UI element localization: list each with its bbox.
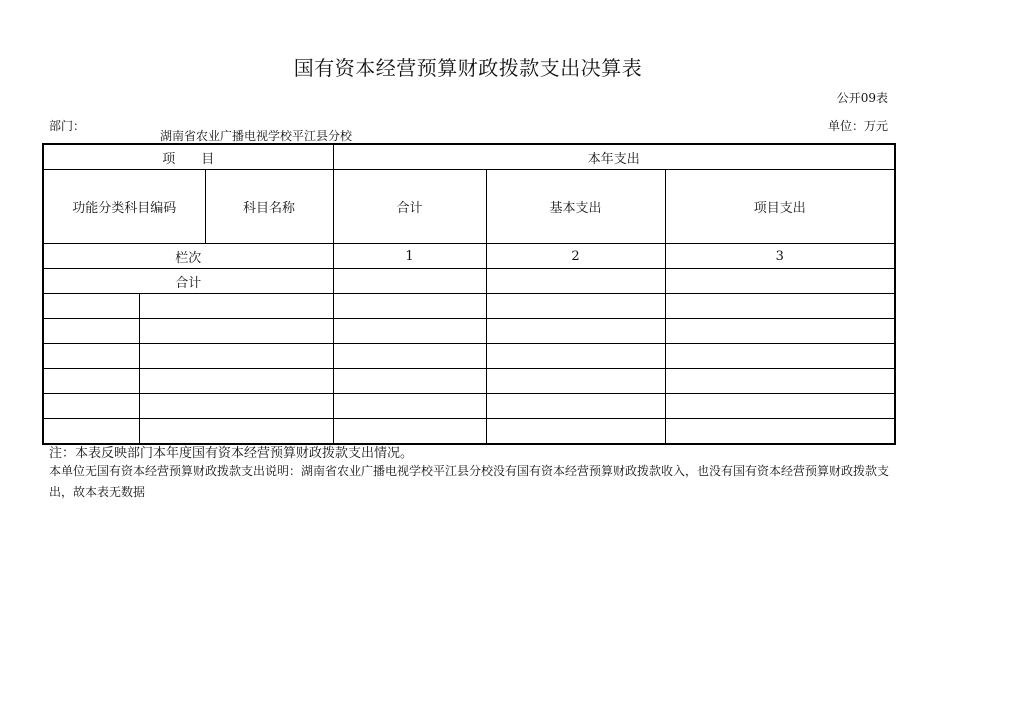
table-cell bbox=[139, 369, 333, 394]
page-title: 国有资本经营预算财政拨款支出决算表 bbox=[293, 56, 643, 80]
column-index: 2 bbox=[486, 244, 665, 269]
total-header: 合计 bbox=[333, 170, 486, 244]
table-header-row bbox=[43, 144, 895, 170]
basic-expenditure-header: 基本支出 bbox=[486, 170, 665, 244]
table-cell bbox=[665, 394, 895, 419]
table-cell bbox=[486, 419, 665, 445]
expenditure-table bbox=[42, 143, 896, 445]
table-cell bbox=[486, 269, 665, 294]
table-cell bbox=[43, 319, 139, 344]
department-label: 部门： bbox=[49, 119, 86, 133]
column-index: 1 bbox=[333, 244, 486, 269]
total-row bbox=[43, 269, 895, 294]
table-cell bbox=[665, 344, 895, 369]
department-name: 湖南省农业广播电视学校平江县分校 bbox=[160, 129, 353, 143]
total-row-label: 合计 bbox=[43, 269, 333, 294]
table-row bbox=[43, 344, 895, 369]
table-subheader-row bbox=[43, 170, 895, 244]
table-row bbox=[43, 319, 895, 344]
table-cell bbox=[333, 369, 486, 394]
table-cell bbox=[333, 294, 486, 319]
table-row bbox=[43, 419, 895, 445]
table-row bbox=[43, 294, 895, 319]
table-cell bbox=[139, 319, 333, 344]
table-cell bbox=[665, 294, 895, 319]
table-cell bbox=[43, 344, 139, 369]
form-number: 公开09表 bbox=[836, 91, 888, 105]
table-cell bbox=[43, 419, 139, 445]
project-expenditure-header: 项目支出 bbox=[665, 170, 895, 244]
table-cell bbox=[333, 319, 486, 344]
table-note: 注：本表反映部门本年度国有资本经营预算财政拨款支出情况。 bbox=[49, 446, 414, 461]
table-cell bbox=[486, 294, 665, 319]
row-index-label: 栏次 bbox=[43, 244, 333, 269]
table-cell bbox=[43, 294, 139, 319]
table-cell bbox=[665, 369, 895, 394]
table-cell bbox=[665, 269, 895, 294]
table-cell bbox=[333, 394, 486, 419]
table-cell bbox=[139, 394, 333, 419]
table-cell bbox=[486, 319, 665, 344]
function-code-header: 功能分类科目编码 bbox=[43, 170, 205, 244]
table-row bbox=[43, 394, 895, 419]
year-expenditure-header: 本年支出 bbox=[333, 144, 895, 170]
table-cell bbox=[139, 344, 333, 369]
table-cell bbox=[333, 269, 486, 294]
table-cell bbox=[43, 369, 139, 394]
table-cell bbox=[139, 294, 333, 319]
item-header: 项 目 bbox=[43, 144, 333, 170]
table-cell bbox=[665, 419, 895, 445]
table-cell bbox=[139, 419, 333, 445]
column-index: 3 bbox=[665, 244, 895, 269]
table-cell bbox=[486, 344, 665, 369]
table-cell bbox=[333, 419, 486, 445]
table-cell bbox=[486, 369, 665, 394]
table-cell bbox=[665, 319, 895, 344]
column-index-row bbox=[43, 244, 895, 269]
unit-label: 单位：万元 bbox=[827, 119, 888, 133]
no-data-explanation: 本单位无国有资本经营预算财政拨款支出说明：湖南省农业广播电视学校平江县分校没有国有资本经营预算财政拨款收入，也没有国有资本经营预算财政拨款支出，故本表无数据 bbox=[49, 464, 890, 499]
table-row bbox=[43, 369, 895, 394]
table-cell bbox=[486, 394, 665, 419]
table-cell bbox=[43, 394, 139, 419]
subject-name-header: 科目名称 bbox=[205, 170, 333, 244]
table-cell bbox=[333, 344, 486, 369]
